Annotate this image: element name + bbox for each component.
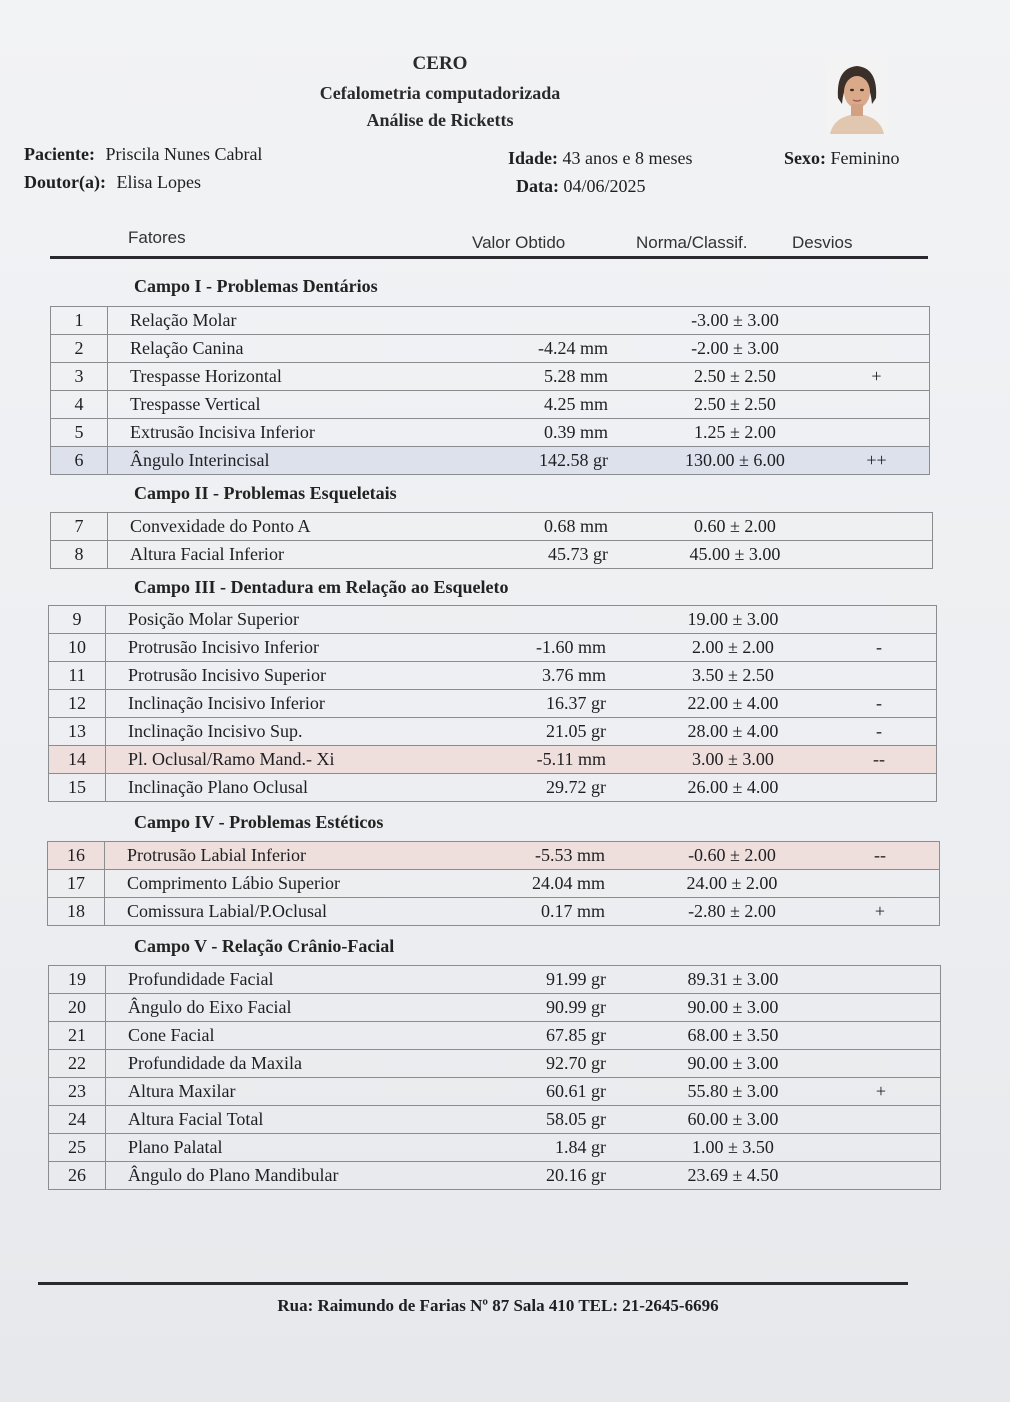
norm-value: -3.00 ± 3.00 <box>646 307 824 335</box>
table-row <box>49 1162 941 1190</box>
norm-value: 3.50 ± 2.50 <box>644 662 822 690</box>
norm-value: 22.00 ± 4.00 <box>644 690 822 718</box>
table-row <box>51 419 930 447</box>
obtained-value: 29.72 gr <box>446 774 644 802</box>
row-number: 8 <box>51 541 108 569</box>
factor-name: Inclinação Incisivo Sup. <box>106 718 447 746</box>
norm-value: 68.00 ± 3.50 <box>644 1022 822 1050</box>
deviation-mark <box>824 541 933 569</box>
footer-address: Rua: Raimundo de Farias Nº 87 Sala 410 TEL: 21-2645-6696 <box>277 1296 719 1315</box>
deviation-mark <box>822 662 937 690</box>
deviation-mark: -- <box>822 746 937 774</box>
section-table <box>50 512 933 569</box>
deviation-mark <box>824 419 930 447</box>
obtained-value: 3.76 mm <box>446 662 644 690</box>
obtained-value: 0.68 mm <box>448 513 646 541</box>
row-number: 24 <box>49 1106 106 1134</box>
factor-name: Extrusão Incisiva Inferior <box>108 419 449 447</box>
obtained-value: 67.85 gr <box>446 1022 644 1050</box>
row-number: 25 <box>49 1134 106 1162</box>
obtained-value: -5.11 mm <box>446 746 644 774</box>
norm-value: 0.60 ± 2.00 <box>646 513 824 541</box>
doctor-label: Doutor(a): <box>24 172 106 192</box>
factor-name: Ângulo do Plano Mandibular <box>106 1162 447 1190</box>
factor-name: Altura Facial Total <box>106 1106 447 1134</box>
table-row <box>48 870 940 898</box>
patient-photo <box>826 60 888 134</box>
row-number: 11 <box>49 662 106 690</box>
table-row <box>49 1022 941 1050</box>
factor-name: Comprimento Lábio Superior <box>105 870 446 898</box>
footer-rule <box>38 1282 908 1285</box>
deviation-mark: + <box>824 363 930 391</box>
deviation-mark <box>822 1050 941 1078</box>
deviation-mark <box>822 994 941 1022</box>
row-number: 2 <box>51 335 108 363</box>
doctor-name: Elisa Lopes <box>116 172 201 192</box>
deviation-mark <box>822 1106 941 1134</box>
norm-value: 60.00 ± 3.00 <box>644 1106 822 1134</box>
row-number: 20 <box>49 994 106 1022</box>
row-number: 4 <box>51 391 108 419</box>
table-row <box>51 307 930 335</box>
obtained-value: 58.05 gr <box>446 1106 644 1134</box>
row-number: 22 <box>49 1050 106 1078</box>
row-number: 16 <box>48 842 105 870</box>
deviation-mark: - <box>822 718 937 746</box>
norm-value: 24.00 ± 2.00 <box>643 870 821 898</box>
table-row <box>51 447 930 475</box>
row-number: 1 <box>51 307 108 335</box>
obtained-value: -4.24 mm <box>448 335 646 363</box>
deviation-mark <box>822 966 941 994</box>
table-row <box>49 606 937 634</box>
norm-value: 90.00 ± 3.00 <box>644 994 822 1022</box>
obtained-value: 24.04 mm <box>445 870 643 898</box>
row-number: 23 <box>49 1078 106 1106</box>
obtained-value: 5.28 mm <box>448 363 646 391</box>
obtained-value: 45.73 gr <box>448 541 646 569</box>
table-row <box>49 746 937 774</box>
table-row <box>51 363 930 391</box>
row-number: 3 <box>51 363 108 391</box>
factor-name: Relação Canina <box>108 335 449 363</box>
section-title: Campo III - Dentadura em Relação ao Esqueleto <box>134 577 509 597</box>
deviation-mark <box>824 335 930 363</box>
deviation-mark: + <box>822 1078 941 1106</box>
table-row <box>49 1050 941 1078</box>
deviation-mark <box>822 1134 941 1162</box>
norm-value: 1.00 ± 3.50 <box>644 1134 822 1162</box>
obtained-value: -5.53 mm <box>445 842 643 870</box>
deviation-mark: - <box>822 634 937 662</box>
row-number: 21 <box>49 1022 106 1050</box>
factor-name: Protrusão Incisivo Inferior <box>106 634 447 662</box>
table-row <box>51 513 933 541</box>
header-rule <box>50 256 928 259</box>
deviation-mark: -- <box>821 842 940 870</box>
table-row <box>49 1106 941 1134</box>
row-number: 9 <box>49 606 106 634</box>
col-value: Valor Obtido <box>472 233 566 252</box>
obtained-value: 21.05 gr <box>446 718 644 746</box>
norm-value: -0.60 ± 2.00 <box>643 842 821 870</box>
deviation-mark <box>824 513 933 541</box>
norm-value: 89.31 ± 3.00 <box>644 966 822 994</box>
factor-name: Posição Molar Superior <box>106 606 447 634</box>
factor-name: Comissura Labial/P.Oclusal <box>105 898 446 926</box>
col-norm: Norma/Classif. <box>636 233 748 252</box>
sex-line <box>784 148 900 169</box>
factor-name: Relação Molar <box>108 307 449 335</box>
table-row <box>49 994 941 1022</box>
factor-name: Convexidade do Ponto A <box>108 513 449 541</box>
col-factors: Fatores <box>128 228 186 247</box>
row-number: 14 <box>49 746 106 774</box>
deviation-mark <box>822 1022 941 1050</box>
factor-name: Pl. Oclusal/Ramo Mand.- Xi <box>106 746 447 774</box>
factor-name: Protrusão Incisivo Superior <box>106 662 447 690</box>
norm-value: -2.80 ± 2.00 <box>643 898 821 926</box>
report-subtitle: Cefalometria computadorizada <box>319 83 561 103</box>
table-row <box>49 634 937 662</box>
age-value: 43 anos e 8 meses <box>562 148 693 168</box>
table-row <box>51 335 930 363</box>
norm-value: 45.00 ± 3.00 <box>646 541 824 569</box>
factor-name: Cone Facial <box>106 1022 447 1050</box>
table-row <box>48 898 940 926</box>
norm-value: 2.50 ± 2.50 <box>646 363 824 391</box>
obtained-value: 91.99 gr <box>446 966 644 994</box>
factor-name: Ângulo do Eixo Facial <box>106 994 447 1022</box>
norm-value: 1.25 ± 2.00 <box>646 419 824 447</box>
deviation-mark: ++ <box>824 447 930 475</box>
section-title: Campo II - Problemas Esqueletais <box>134 483 397 503</box>
row-number: 17 <box>48 870 105 898</box>
obtained-value: 60.61 gr <box>446 1078 644 1106</box>
norm-value: 55.80 ± 3.00 <box>644 1078 822 1106</box>
row-number: 13 <box>49 718 106 746</box>
section-table <box>48 965 941 1190</box>
factor-name: Altura Facial Inferior <box>108 541 449 569</box>
factor-name: Profundidade da Maxila <box>106 1050 447 1078</box>
norm-value: -2.00 ± 3.00 <box>646 335 824 363</box>
deviation-mark: + <box>821 898 940 926</box>
section-title: Campo IV - Problemas Estéticos <box>134 812 384 832</box>
obtained-value: -1.60 mm <box>446 634 644 662</box>
deviation-mark <box>822 1162 941 1190</box>
norm-value: 3.00 ± 3.00 <box>644 746 822 774</box>
row-number: 19 <box>49 966 106 994</box>
date-line <box>516 176 646 197</box>
section-table <box>48 605 937 802</box>
table-row <box>51 541 933 569</box>
factor-name: Trespasse Horizontal <box>108 363 449 391</box>
norm-value: 26.00 ± 4.00 <box>644 774 822 802</box>
factor-name: Ângulo Interincisal <box>108 447 449 475</box>
row-number: 12 <box>49 690 106 718</box>
org-title: CERO <box>412 53 468 74</box>
norm-value: 23.69 ± 4.50 <box>644 1162 822 1190</box>
obtained-value: 20.16 gr <box>446 1162 644 1190</box>
table-row <box>49 662 937 690</box>
obtained-value: 142.58 gr <box>448 447 646 475</box>
norm-value: 19.00 ± 3.00 <box>644 606 822 634</box>
age-label: Idade: <box>508 148 559 168</box>
table-row <box>49 774 937 802</box>
deviation-mark <box>822 774 937 802</box>
table-row <box>49 718 937 746</box>
table-row <box>49 1134 941 1162</box>
factor-name: Protrusão Labial Inferior <box>105 842 446 870</box>
obtained-value: 0.39 mm <box>448 419 646 447</box>
row-number: 15 <box>49 774 106 802</box>
factor-name: Altura Maxilar <box>106 1078 447 1106</box>
deviation-mark <box>824 307 930 335</box>
obtained-value: 90.99 gr <box>446 994 644 1022</box>
col-deviation: Desvios <box>792 233 853 252</box>
row-number: 5 <box>51 419 108 447</box>
table-row <box>49 690 937 718</box>
row-number: 18 <box>48 898 105 926</box>
norm-value: 130.00 ± 6.00 <box>646 447 824 475</box>
sex-label: Sexo: <box>784 148 826 168</box>
factor-name: Trespasse Vertical <box>108 391 449 419</box>
table-row <box>49 1078 941 1106</box>
sex-value: Feminino <box>830 148 900 168</box>
obtained-value <box>448 307 646 335</box>
age-line <box>508 148 693 169</box>
doctor-line <box>24 172 201 193</box>
section-table <box>47 841 940 926</box>
row-number: 10 <box>49 634 106 662</box>
table-row <box>48 842 940 870</box>
table-row <box>49 966 941 994</box>
table-row <box>51 391 930 419</box>
obtained-value: 92.70 gr <box>446 1050 644 1078</box>
date-label: Data: <box>516 176 559 196</box>
obtained-value: 1.84 gr <box>446 1134 644 1162</box>
section-title: Campo V - Relação Crânio-Facial <box>134 936 395 956</box>
patient-name: Priscila Nunes Cabral <box>105 144 263 164</box>
deviation-mark <box>824 391 930 419</box>
factor-name: Inclinação Incisivo Inferior <box>106 690 447 718</box>
deviation-mark <box>821 870 940 898</box>
date-value: 04/06/2025 <box>563 176 646 196</box>
row-number: 6 <box>51 447 108 475</box>
norm-value: 28.00 ± 4.00 <box>644 718 822 746</box>
obtained-value: 0.17 mm <box>445 898 643 926</box>
analysis-title: Análise de Ricketts <box>366 110 514 130</box>
norm-value: 90.00 ± 3.00 <box>644 1050 822 1078</box>
obtained-value: 4.25 mm <box>448 391 646 419</box>
obtained-value: 16.37 gr <box>446 690 644 718</box>
factor-name: Plano Palatal <box>106 1134 447 1162</box>
obtained-value <box>446 606 644 634</box>
deviation-mark: - <box>822 690 937 718</box>
factor-name: Inclinação Plano Oclusal <box>106 774 447 802</box>
row-number: 7 <box>51 513 108 541</box>
section-title: Campo I - Problemas Dentários <box>134 276 378 296</box>
patient-label: Paciente: <box>24 144 95 164</box>
norm-value: 2.00 ± 2.00 <box>644 634 822 662</box>
patient-name-line <box>24 144 262 165</box>
norm-value: 2.50 ± 2.50 <box>646 391 824 419</box>
row-number: 26 <box>49 1162 106 1190</box>
section-table <box>50 306 930 475</box>
factor-name: Profundidade Facial <box>106 966 447 994</box>
deviation-mark <box>822 606 937 634</box>
